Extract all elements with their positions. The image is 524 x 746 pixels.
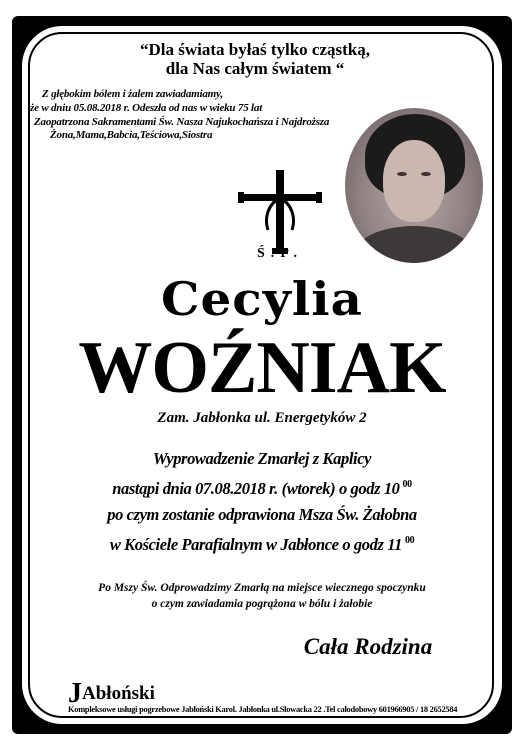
portrait-eye-left [397,172,407,176]
details-line-1: Wyprowadzenie Zmarłej z Kaplicy [152,449,372,468]
details-line-4-minutes: 00 [404,535,415,546]
logo-initial: J [68,678,82,709]
funeral-details [0,446,524,558]
details-line-2 [0,472,524,502]
quote-line-1: “Dla świata byłaś tylko cząstką, [140,40,370,59]
funeral-home-info: Kompleksowe usługi pogrzebowe Jabłoński Karol. Jabłonka ul.Słowacka 22 .Tel całodobowy 601966905 / 18 2652584 [68,705,458,714]
closing-line-2: o czym zawiadamia pogrążona w bólu i żałobie [151,598,373,610]
portrait-photo [345,108,483,263]
family-signature: Cała Rodzina [303,634,433,659]
funeral-home-logo [68,678,468,709]
closing-text [0,580,524,612]
announcement-intro [30,88,360,143]
sp-abbreviation: Ś.P. [256,246,304,261]
deceased-last-name: WOŹNIAK [78,327,446,409]
deceased-first-name: Cecylia [161,272,363,326]
deceased-address: Zam. Jabłonka ul. Energetyków 2 [157,410,367,426]
funeral-home-footer [68,678,468,714]
intro-line-4: Żona,Mama,Babcia,Teściowa,Siostra [50,129,213,142]
details-line-4-text: w Kościele Parafialnym w Jabłonce o godz 11 [109,535,402,554]
memorial-quote [70,40,440,78]
closing-line-1: Po Mszy Św. Odprowadzimy Zmarłą na miejsce wiecznego spoczynku [98,582,426,594]
cross-icon [238,168,322,254]
details-line-2-text: nastąpi dnia 07.08.2018 r. (wtorek) o godz 10 [112,479,400,498]
portrait-shoulders [353,226,475,263]
quote-line-2: dla Nas całym światem “ [165,59,345,78]
details-line-4 [0,528,524,558]
intro-line-1: Z głębokim bólem i żalem zawiadamiamy, [42,88,223,100]
portrait-face [383,140,445,222]
portrait-eye-right [421,172,431,176]
details-line-3: po czym zostanie odprawiona Msza Św. Żałobna [107,505,417,524]
details-line-2-minutes: 00 [402,479,412,490]
intro-line-3: Zaopatrzona Sakramentami Św. Nasza Najukochańsza i Najdroższa [34,115,330,128]
logo-rest: Abłoński [82,683,155,704]
intro-line-2: że w dniu 05.08.2018 r. Odeszła od nas w wieku 75 lat [30,101,263,114]
